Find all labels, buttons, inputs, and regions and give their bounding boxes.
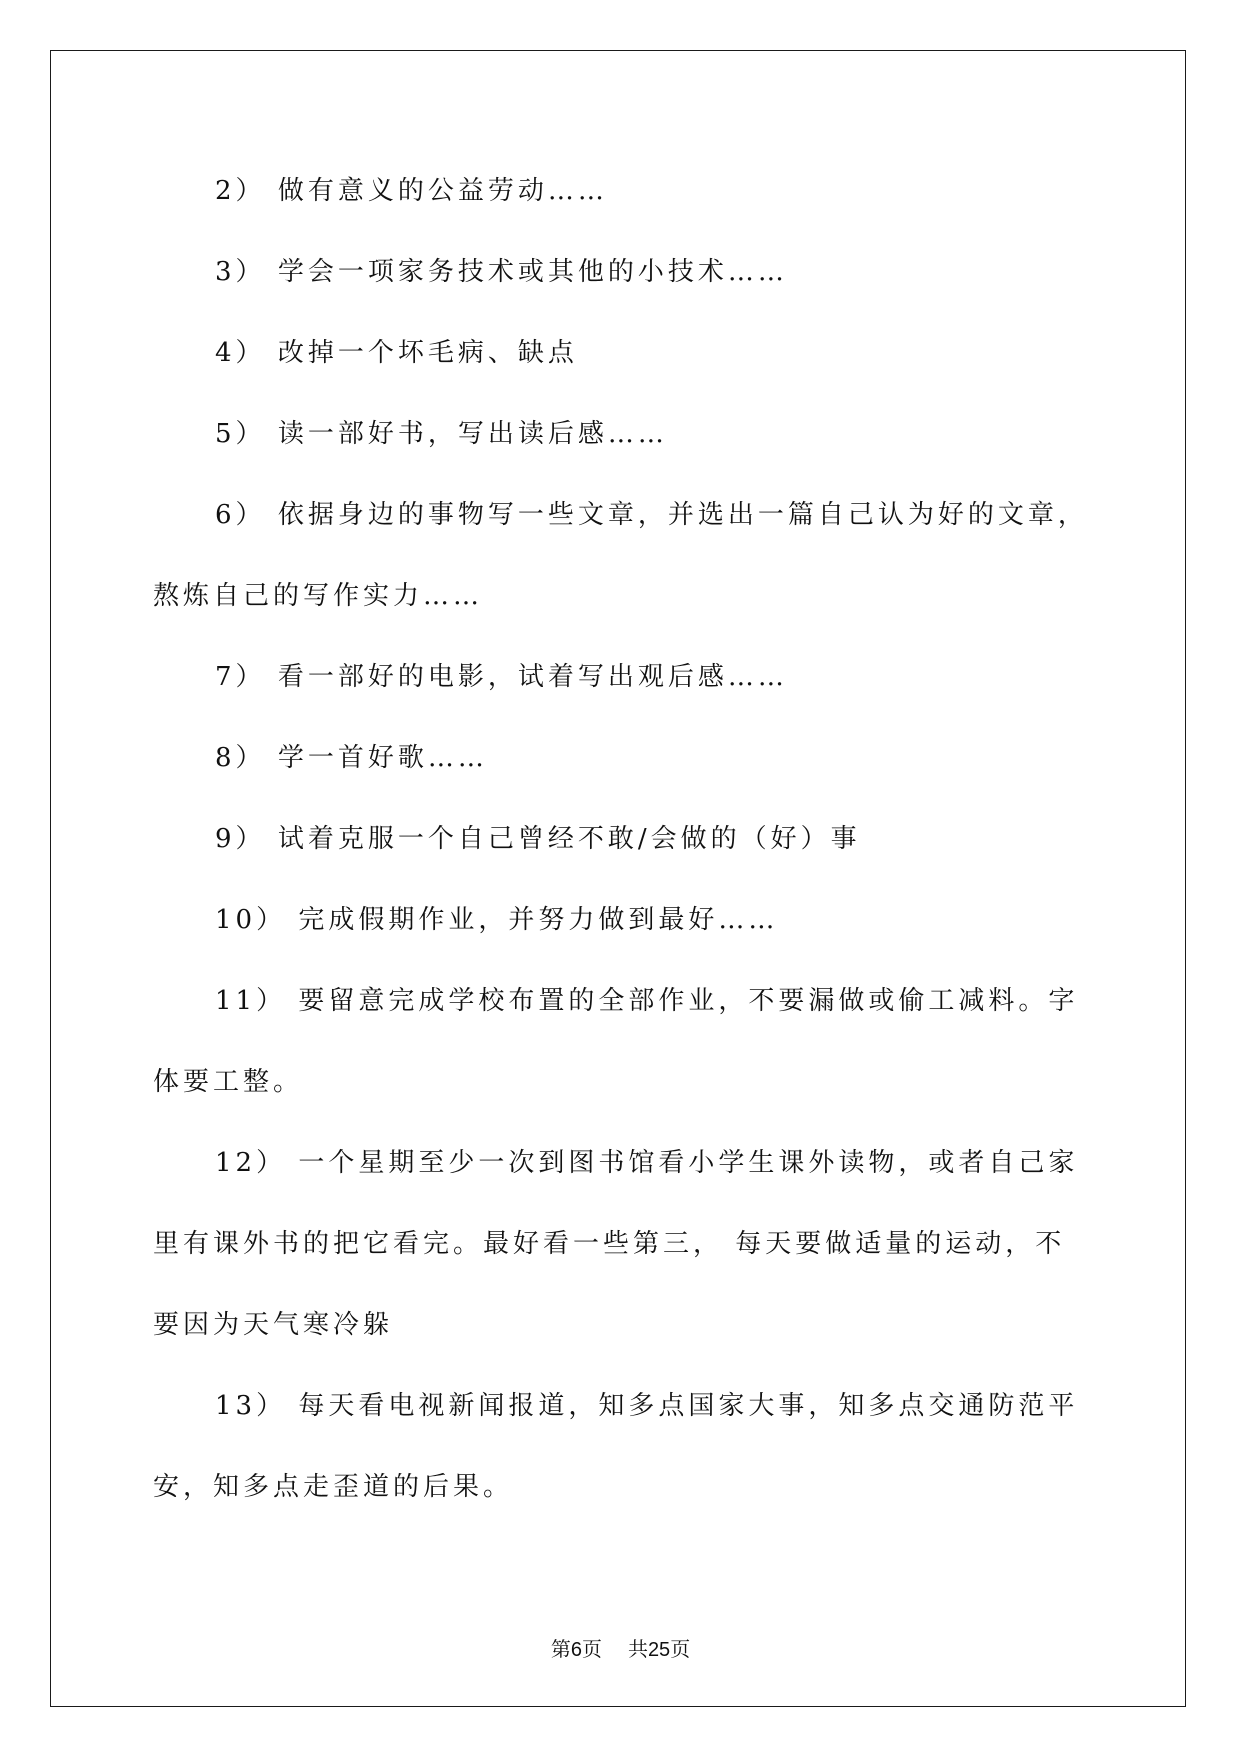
list-item [215, 899, 778, 936]
page-suffix: 页 [581, 1639, 602, 1661]
item-label: 5） [215, 419, 266, 449]
item-text: 学一首好歌…… [277, 743, 488, 773]
item-text: 依据身边的事物写一些文章，并选出一篇自己认为好的文章， [277, 500, 1088, 530]
item-label: 11） [215, 986, 287, 1016]
item-text: 学会一项家务技术或其他的小技术…… [277, 257, 788, 287]
item-continuation: 熬炼自己的写作实力…… [153, 581, 484, 611]
item-label: 13） [215, 1391, 287, 1421]
page-current: 6 [570, 1639, 582, 1661]
item-text: 读一部好书，写出读后感…… [277, 419, 668, 449]
list-item [215, 170, 608, 207]
total-suffix: 页 [670, 1639, 691, 1661]
item-label: 9） [215, 824, 266, 854]
item-text: 每天看电视新闻报道，知多点国家大事，知多点交通防范平 [298, 1391, 1079, 1421]
list-item [215, 656, 788, 693]
list-item [215, 494, 1088, 531]
list-item [215, 251, 788, 288]
list-item [215, 1385, 1078, 1422]
item-continuation: 体要工整。 [153, 1067, 304, 1097]
item-label: 6） [215, 500, 266, 530]
page-prefix: 第 [550, 1639, 571, 1661]
list-item [215, 413, 668, 450]
item-label: 12） [215, 1148, 287, 1178]
item-text: 完成假期作业，并努力做到最好…… [298, 905, 779, 935]
page-border [50, 50, 1186, 1707]
item-text: 要留意完成学校布置的全部作业，不要漏做或偷工减料。字 [298, 986, 1079, 1016]
item-text: 做有意义的公益劳动…… [277, 176, 608, 206]
item-label: 4） [215, 338, 266, 368]
total-prefix: 共 [627, 1639, 648, 1661]
page-total: 25 [647, 1639, 671, 1661]
list-item [215, 1142, 1078, 1179]
item-label: 8） [215, 743, 266, 773]
item-label: 10） [215, 905, 287, 935]
item-label: 3） [215, 257, 266, 287]
page-footer [0, 1633, 1241, 1662]
list-item [215, 737, 488, 774]
item-text: 改掉一个坏毛病、缺点 [277, 338, 578, 368]
item-continuation: 要因为天气寒冷躲 [153, 1310, 394, 1340]
item-continuation: 里有课外书的把它看完。最好看一些第三， 每天要做适量的运动，不 [153, 1229, 1066, 1259]
item-label: 2） [215, 176, 266, 206]
list-item [215, 980, 1078, 1017]
item-text: 试着克服一个自己曾经不敢/会做的（好）事 [277, 824, 861, 854]
item-continuation: 安，知多点走歪道的后果。 [153, 1472, 514, 1502]
item-label: 7） [215, 662, 266, 692]
item-text: 看一部好的电影，试着写出观后感…… [277, 662, 788, 692]
item-text: 一个星期至少一次到图书馆看小学生课外读物，或者自己家 [298, 1148, 1079, 1178]
list-item [215, 332, 578, 369]
list-item [215, 818, 861, 855]
